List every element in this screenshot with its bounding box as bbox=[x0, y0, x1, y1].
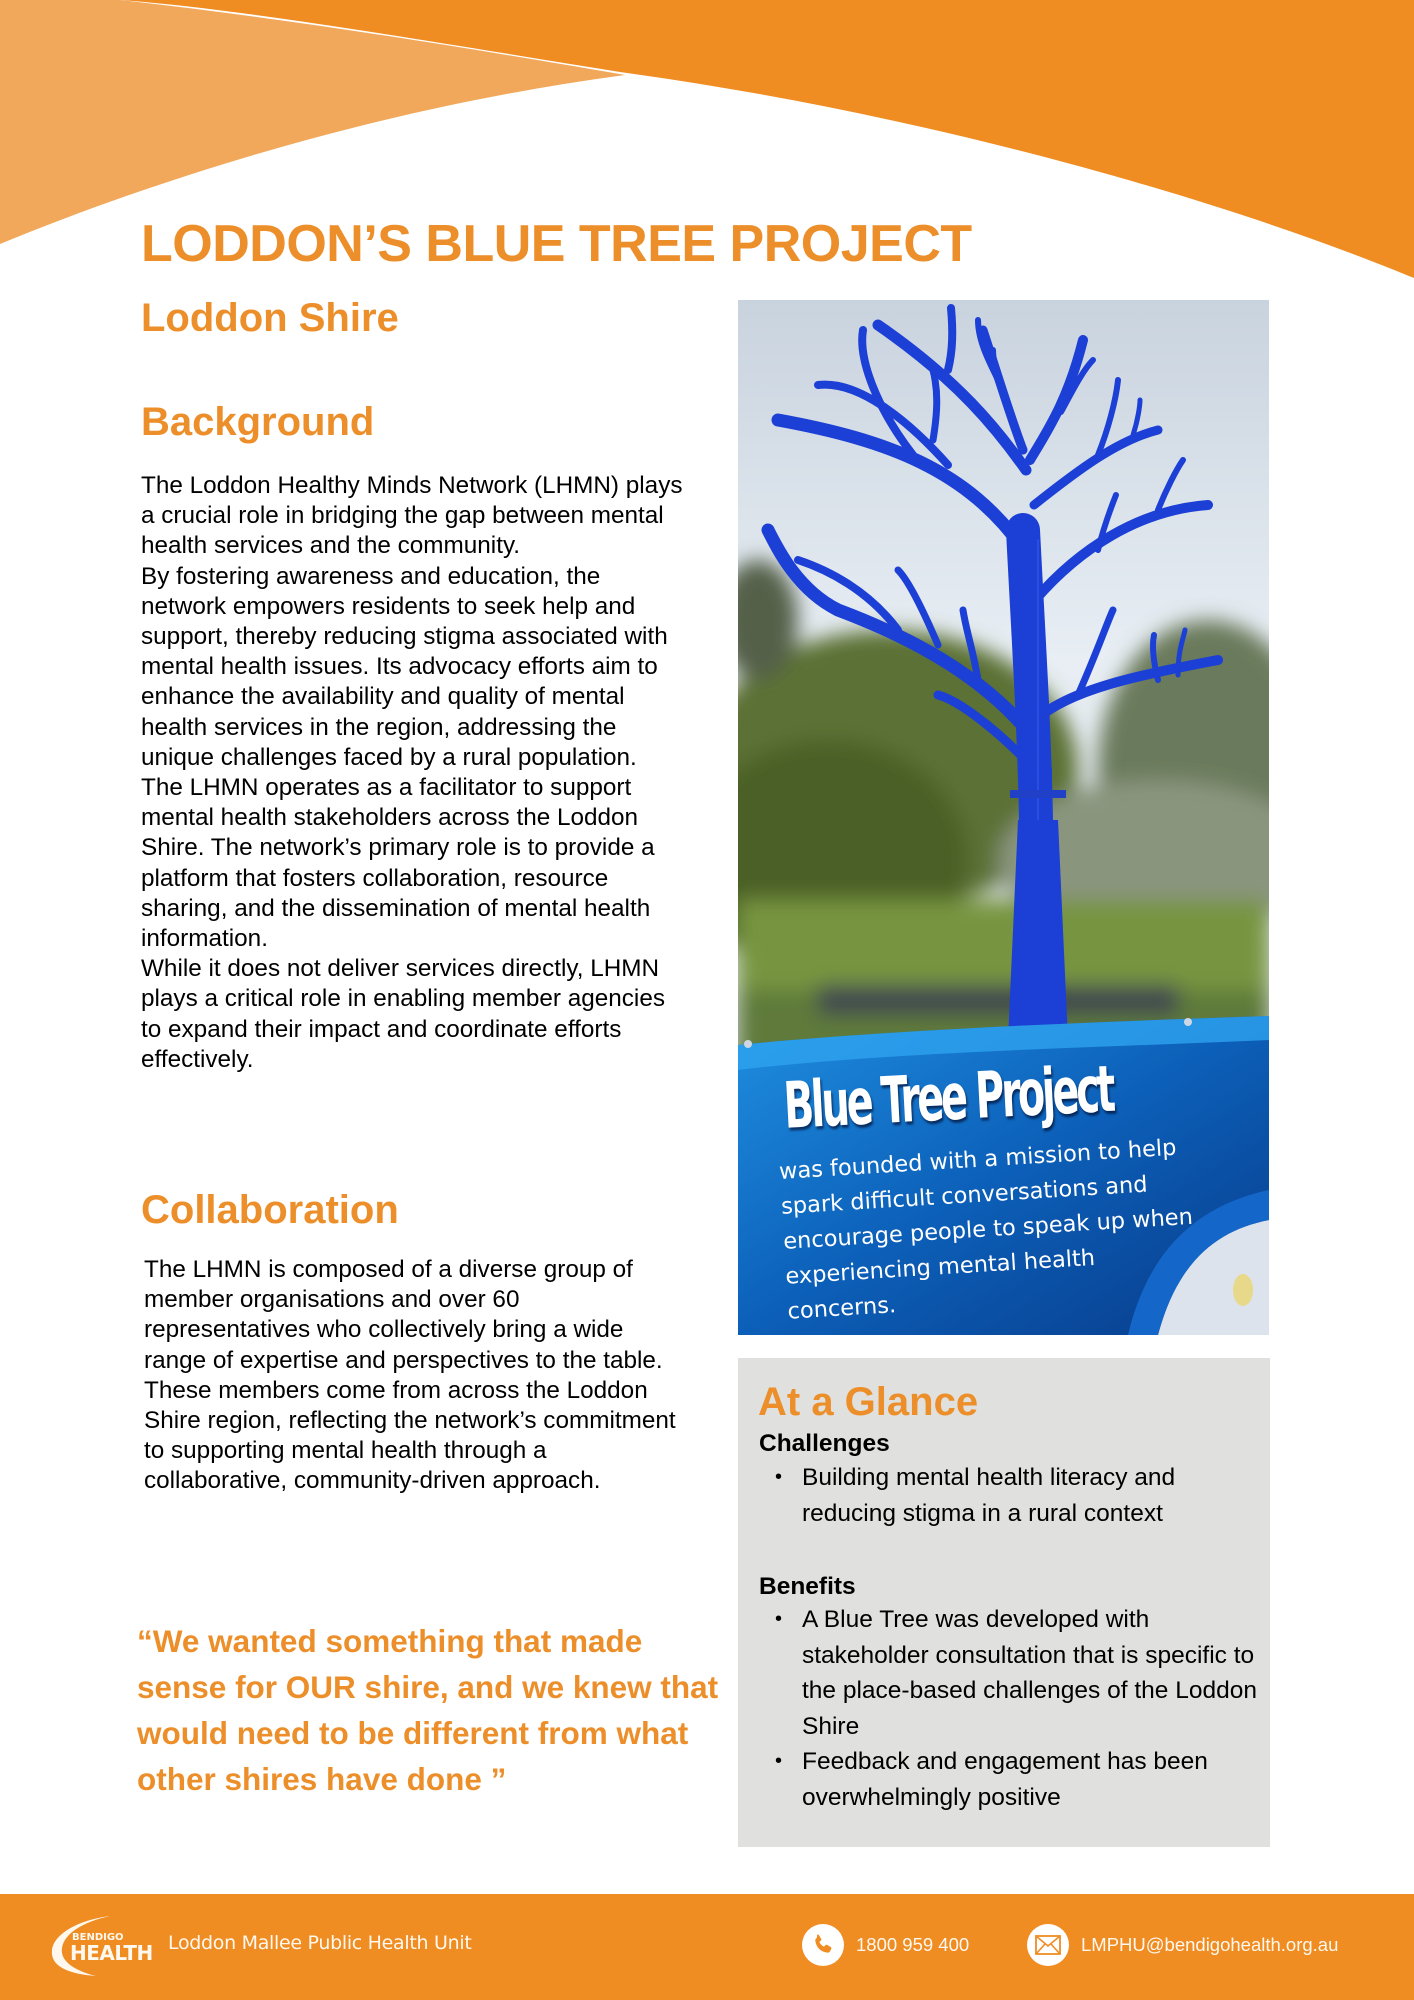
benefit-item bbox=[775, 1602, 1272, 1744]
page-title: LODDON’S BLUE TREE PROJECT bbox=[141, 215, 972, 273]
at-a-glance-heading: At a Glance bbox=[758, 1380, 979, 1424]
collaboration-heading: Collaboration bbox=[141, 1188, 399, 1232]
email-contact[interactable] bbox=[1027, 1924, 1338, 1966]
background-body bbox=[141, 471, 686, 1075]
benefit-item bbox=[775, 1744, 1272, 1815]
phone-contact[interactable] bbox=[802, 1924, 969, 1966]
benefit-text: A Blue Tree was developed with stakeholder consultation that is specific to the place-based challenges of the Loddon Shire bbox=[802, 1606, 1257, 1740]
logo-main-text: HEALTH bbox=[70, 1941, 153, 1965]
collaboration-body bbox=[144, 1255, 689, 1497]
collaboration-paragraph: The LHMN is composed of a diverse group of member organisations and over 60 representatives who collectively bring a wide range of expertise and perspectives to the table. bbox=[144, 1256, 663, 1374]
bullet-icon: • bbox=[775, 1466, 783, 1488]
background-paragraph: While it does not deliver services directly, LHMN plays a critical role in enabling member agencies to expand their impact and coordinate efforts effectively. bbox=[141, 955, 665, 1073]
banner-grommet bbox=[1184, 1018, 1192, 1026]
bendigo-health-logo bbox=[48, 1914, 173, 1978]
banner-moon-logo bbox=[1233, 1274, 1253, 1306]
footer bbox=[0, 1894, 1414, 2000]
background-paragraph: By fostering awareness and education, the network empowers residents to seek help and support, thereby reducing stigma associated with mental health issues. Its advocacy efforts aim to enhance the availability and quality of mental health services in the region, addressing the unique challenges faced by a rural population. bbox=[141, 562, 668, 771]
trunk-bracket bbox=[1010, 790, 1066, 798]
background-heading: Background bbox=[141, 400, 375, 444]
benefit-text: Feedback and engagement has been overwhelmingly positive bbox=[802, 1748, 1208, 1811]
unit-name: Loddon Mallee Public Health Unit bbox=[168, 1932, 472, 1954]
bullet-icon: • bbox=[775, 1608, 783, 1630]
page-subtitle: Loddon Shire bbox=[141, 296, 399, 340]
benefits-list bbox=[738, 1602, 1272, 1815]
bullet-icon: • bbox=[775, 1750, 783, 1772]
benefits-label: Benefits bbox=[759, 1573, 856, 1600]
challenges-list bbox=[738, 1460, 1252, 1531]
background-paragraph: The LHMN operates as a facilitator to support mental health stakeholders across the Loddon Shire. The network’s primary role is to provide a platform that fosters collaboration, resource sharing, and the dissemination of mental health information. bbox=[141, 774, 655, 953]
trunk-base bbox=[1008, 820, 1068, 1040]
collaboration-paragraph: These members come from across the Loddon Shire region, reflecting the network’s commitment to supporting mental health through a collaborative, community-driven approach. bbox=[144, 1376, 676, 1495]
challenge-text: Building mental health literacy and reducing stigma in a rural context bbox=[802, 1464, 1176, 1527]
logo-top-text: BENDIGO bbox=[72, 1932, 124, 1943]
banner-text: was founded with a mission to help spark difficult conversations and encourage people to speak up when experiencing mental health concerns. bbox=[778, 1134, 1194, 1325]
envelope-icon bbox=[1027, 1924, 1069, 1966]
at-a-glance-panel bbox=[738, 1358, 1270, 1847]
phone-icon bbox=[802, 1924, 844, 1966]
banner-grommet bbox=[744, 1040, 752, 1048]
challenge-item bbox=[775, 1460, 1252, 1531]
phone-number[interactable]: 1800 959 400 bbox=[856, 1934, 970, 1955]
pull-quote: “We wanted something that made sense for OUR shire, and we knew that would need to be different from what other shires have done ” bbox=[137, 1623, 719, 1797]
challenges-label: Challenges bbox=[759, 1430, 890, 1457]
background-paragraph: The Loddon Healthy Minds Network (LHMN) plays a crucial role in bridging the gap between mental health services and the community. bbox=[141, 472, 683, 560]
email-address[interactable]: LMPHU@bendigohealth.org.au bbox=[1081, 1934, 1339, 1955]
banner-title: Blue Tree Project bbox=[782, 1052, 1115, 1144]
blue-tree-photo bbox=[738, 300, 1269, 1335]
